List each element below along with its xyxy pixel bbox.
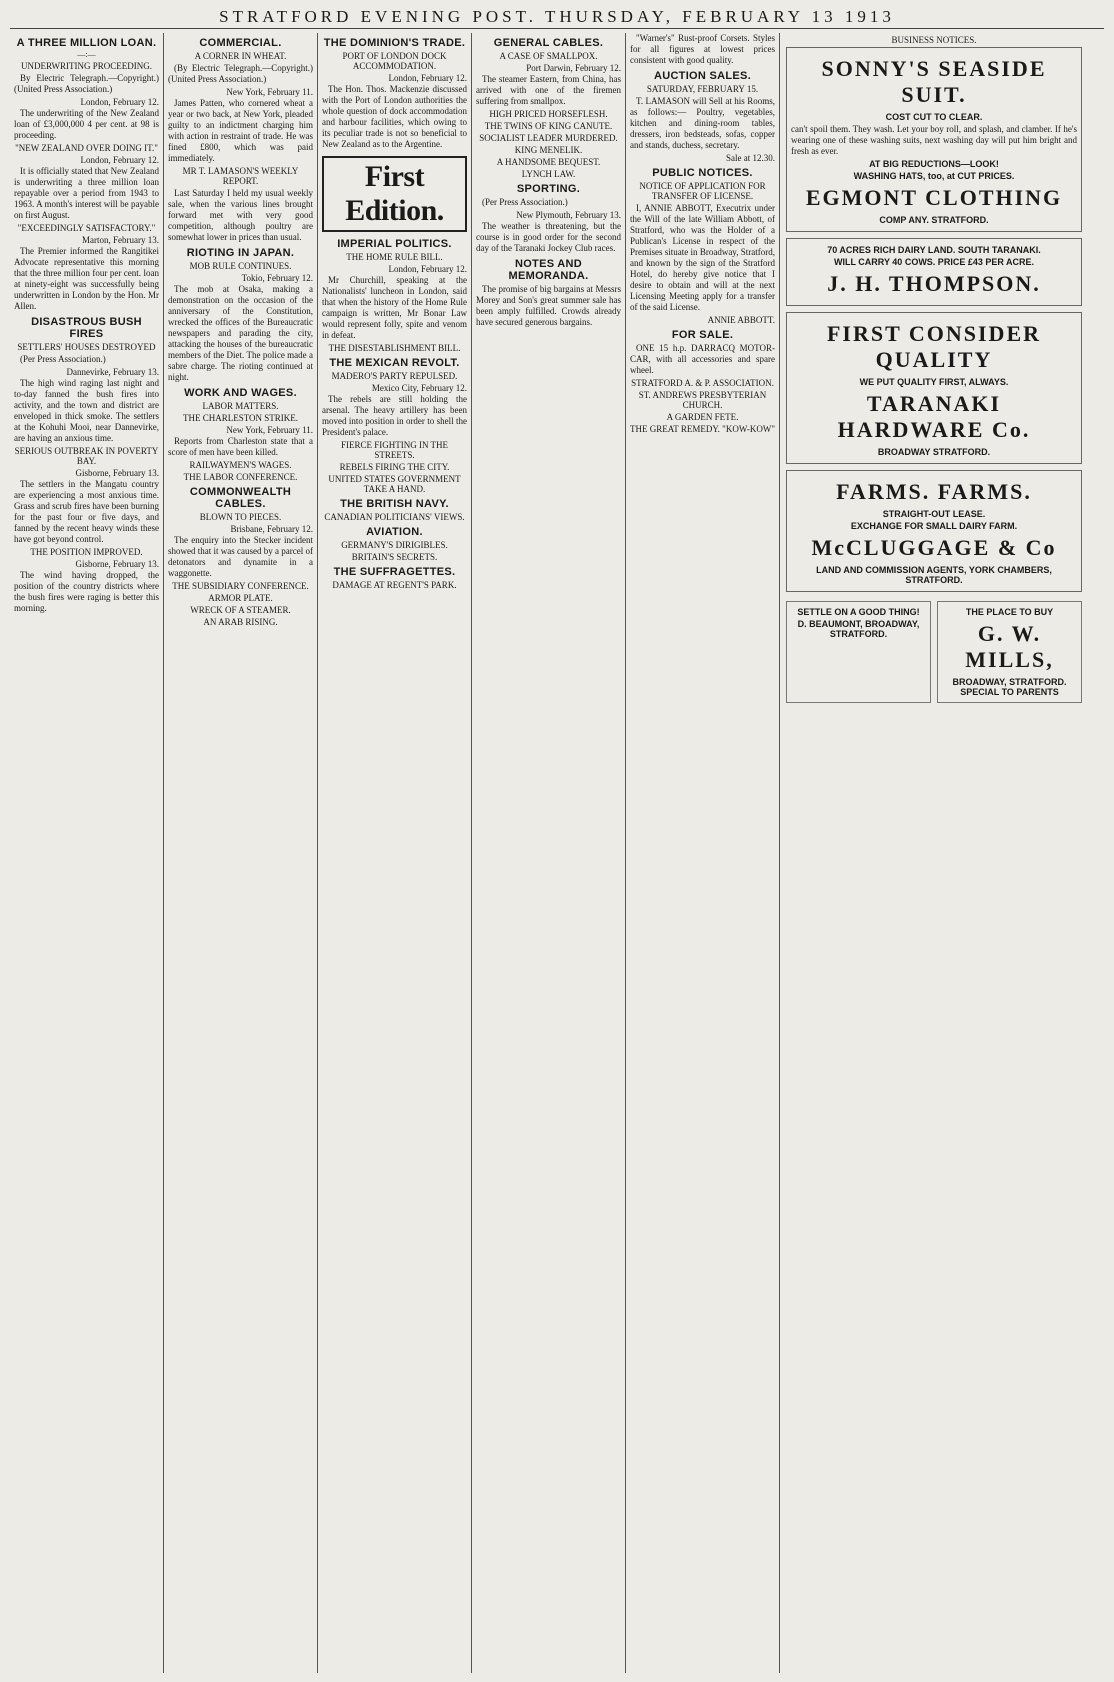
columns <box>10 33 1104 1673</box>
ad-mills: THE PLACE TO BUY G. W. MILLS, BROADWAY, STRATFORD. SPECIAL TO PARENTS <box>937 601 1082 703</box>
headline-loan: A THREE MILLION LOAN. <box>16 37 157 49</box>
column-2: COMMERCIAL. A CORNER IN WHEAT. (By Electric Telegraph.—Copyright.) (United Press Association.) New York, February 11. James Patten, who cornered wheat a year or two back, at New York, pleaded guilty to an indictment charging him with action in restraint of trade. He was fined £800, which was paid immediately. MR T. LAMASON'S WEEKLY REPORT. Last Saturday I held my usual weekly sale, when the various lines brought forward met with very good competition, although poultry are somewhat lower in prices than usual. RIOTING IN JAPAN. MOB RULE CONTINUES. Tokio, February 12. The mob at Osaka, making a demonstration on the occasion of the anniversary of the Constitution, wrecked the offices of the Bureaucratic newspapers and parading the city, attacking the houses of the bureaucratic members of the Diet. The police made a sabre charge. The rioting continued at night. WORK AND WAGES. LABOR MATTERS. THE CHARLESTON STRIKE. New York, February 11. Reports from Charleston state that a score of men have been killed. RAILWAYMEN'S WAGES. THE LABOR CONFERENCE. COMMONWEALTH CABLES. BLOWN TO PIECES. Brisbane, February 12. The enquiry into the Stecker incident showed that it was caused by a parcel of detonators and dynamite in a waggonette. THE SUBSIDIARY CONFERENCE. ARMOR PLATE. WRECK OF A STEAMER. AN ARAB RISING. <box>164 33 318 1673</box>
headline-general-cables: GENERAL CABLES. <box>493 37 604 49</box>
ad-farms: FARMS. FARMS. STRAIGHT-OUT LEASE. EXCHANGE FOR SMALL DAIRY FARM. McCLUGGAGE & Co LAND AND COMMISSION AGENTS, YORK CHAMBERS, STRATFORD. <box>786 470 1082 592</box>
headline-japan: RIOTING IN JAPAN. <box>186 247 295 259</box>
ad-dairy: 70 ACRES RICH DAIRY LAND. SOUTH TARANAKI. WILL CARRY 40 COWS. PRICE £43 PER ACRE. J. H. THOMPSON. <box>786 238 1082 306</box>
column-1: A THREE MILLION LOAN. —:— UNDERWRITING PROCEEDING. By Electric Telegraph.—Copyright.) (United Press Association.) London, February 12. The underwriting of the New Zealand loan of £3,000,000 4 per cent. at 98 is proceeding. "NEW ZEALAND OVER DOING IT." London, February 12. It is officially stated that New Zealand is underwriting a three million loan repayable over a period from 1943 to 1963. A month's interest will be payable on first August. "EXCEEDINGLY SATISFACTORY." Marton, February 13. The Premier informed the Rangitikei Advocate representative this morning that the three million four per cent. loan at ninety-eight was successfully being underwritten in London by the Hon. Mr Allen. DISASTROUS BUSH FIRES SETTLERS' HOUSES DESTROYED (Per Press Association.) Dannevirke, February 13. The high wind raging last night and to-day fanned the bush fires into activity, and the town and district are enveloped in thick smoke. The settlers at the Kohuhi Mooi, near Dannevirke, are having an anxious time. SERIOUS OUTBREAK IN POVERTY BAY. Gisborne, February 13. The settlers in the Mangatu country are experiencing a most anxious time. Grass and scrub fires have been burning for the past four or five days, and fanned by the recent heavy winds these have got beyond control. THE POSITION IMPROVED. Gisborne, February 13. The wind having dropped, the position of the country districts where the bush fires were raging is better this morning. <box>10 33 164 1673</box>
masthead: STRATFORD EVENING POST. THURSDAY, FEBRUARY 13 1913 <box>10 6 1104 29</box>
headline-work-wages: WORK AND WAGES. <box>184 387 297 399</box>
headline-commonwealth: COMMONWEALTH CABLES. <box>189 486 292 510</box>
headline-mexican: THE MEXICAN REVOLT. <box>329 357 460 369</box>
headline-bush-fires: DISASTROUS BUSH FIRES <box>31 316 142 340</box>
headline-aviation: AVIATION. <box>366 526 423 538</box>
headline-notes: NOTES AND MEMORANDA. <box>508 258 589 282</box>
column-4: GENERAL CABLES. A CASE OF SMALLPOX. Port Darwin, February 12. The steamer Eastern, from China, has arrived with one of the firemen suffering from smallpox. HIGH PRICED HORSEFLESH. THE TWINS OF KING CANUTE. SOCIALIST LEADER MURDERED. KING MENELIK. A HANDSOME BEQUEST. LYNCH LAW. SPORTING. (Per Press Association.) New Plymouth, February 13. The weather is threatening, but the course is in good order for the second day of the Taranaki Jockey Club races. NOTES AND MEMORANDA. The promise of big bargains at Messrs Morey and Son's great summer sale has been amply fulfilled. Crowds already have secured generous bargains. <box>472 33 626 1673</box>
ad-sonny: SONNY'S SEASIDE SUIT. COST CUT TO CLEAR. can't spoil them. They wash. Let your boy roll, and splash, and clamber. If he's wearing one of these washing suits, next washing day will put him bright and fresh as ever. AT BIG REDUCTIONS—LOOK! WASHING HATS, too, at CUT PRICES. EGMONT CLOTHING COMP ANY. STRATFORD. <box>786 47 1082 232</box>
headline-public-notices: PUBLIC NOTICES. <box>652 167 753 179</box>
headline-navy: THE BRITISH NAVY. <box>340 498 449 510</box>
headline-suffragettes: THE SUFFRAGETTES. <box>333 566 456 578</box>
ad-bottom-pair <box>786 598 1082 706</box>
column-advertisements: BUSINESS NOTICES. SONNY'S SEASIDE SUIT. COST CUT TO CLEAR. can't spoil them. They wash. Let your boy roll, and splash, and clamber. If he's wearing one of these washing suits, next washing day will put him bright and fresh as ever. AT BIG REDUCTIONS—LOOK! WASHING HATS, too, at CUT PRICES. EGMONT CLOTHING COMP ANY. STRATFORD. 70 ACRES RICH DAIRY LAND. SOUTH TARANAKI. WILL CARRY 40 COWS. PRICE £43 PER ACRE. J. H. THOMPSON. FIRST CONSIDER QUALITY WE PUT QUALITY FIRST, ALWAYS. TARANAKI HARDWARE Co. BROADWAY STRATFORD. FARMS. FARMS. STRAIGHT-OUT LEASE. EXCHANGE FOR SMALL DAIRY FARM. McCLUGGAGE & Co LAND AND COMMISSION AGENTS, YORK CHAMBERS, STRATFORD. SETTLE ON A GOOD THING! D. BEAUMONT, BROADWAY, STRATFORD. THE PLACE TO BUY G. W. MILLS, BROADWAY, STRATFORD. SPECIAL TO PARENTS <box>780 33 1088 1673</box>
ad-settle: SETTLE ON A GOOD THING! D. BEAUMONT, BROADWAY, STRATFORD. <box>786 601 931 703</box>
column-5: "Warner's" Rust-proof Corsets. Styles for all figures at lowest prices consistent with good quality. AUCTION SALES. SATURDAY, FEBRUARY 15. T. LAMASON will Sell at his Rooms, as follows:— Poultry, vegetables, kitchen and dining-room tables, dressers, iron bedsteads, sofas, copper and stands, duchess, secretary. Sale at 12.30. PUBLIC NOTICES. NOTICE OF APPLICATION FOR TRANSFER OF LICENSE. I, ANNIE ABBOTT, Executrix under the Will of the late William Abbott, of Stratford, who was the Holder of a Publican's License in respect of the Premises situate in Broadway, Stratford, and known by the sign of the Stratford Hotel, do hereby give notice that I desire to obtain and will at the next Licensing Meeting apply for a transfer of the said License. ANNIE ABBOTT. FOR SALE. ONE 15 h.p. DARRACQ MOTOR-CAR, with all accessories and spare wheel. STRATFORD A. & P. ASSOCIATION. ST. ANDREWS PRESBYTERIAN CHURCH. A GARDEN FETE. THE GREAT REMEDY. "KOW-KOW" <box>626 33 780 1673</box>
headline-imperial: IMPERIAL POLITICS. <box>337 238 452 250</box>
ad-hardware: FIRST CONSIDER QUALITY WE PUT QUALITY FIRST, ALWAYS. TARANAKI HARDWARE Co. BROADWAY STRATFORD. <box>786 312 1082 464</box>
headline-for-sale: FOR SALE. <box>671 329 734 341</box>
column-3: THE DOMINION'S TRADE. PORT OF LONDON DOCK ACCOMMODATION. London, February 12. The Hon. Thos. Mackenzie discussed with the Port of London authorities the whole question of dock accommodation and harbour facilities, which owing to its peculiar trade is not so beneficial to New Zealand as to the Argentine. First Edition. IMPERIAL POLITICS. THE HOME RULE BILL. London, February 12. Mr Churchill, speaking at the Nationalists' luncheon in London, said that when the history of the Home Rule campaign is written, Mr Bonar Law would represent folly, spite and venom in defeat. THE DISESTABLISHMENT BILL. THE MEXICAN REVOLT. MADERO'S PARTY REPULSED. Mexico City, February 12. The rebels are still holding the arsenal. The heavy artillery has been moved into position in order to shell the President's palace. FIERCE FIGHTING IN THE STREETS. REBELS FIRING THE CITY. UNITED STATES GOVERNMENT TAKE A HAND. THE BRITISH NAVY. CANADIAN POLITICIANS' VIEWS. AVIATION. GERMANY'S DIRIGIBLES. BRITAIN'S SECRETS. THE SUFFRAGETTES. DAMAGE AT REGENT'S PARK. <box>318 33 472 1673</box>
headline-commercial: COMMERCIAL. <box>199 37 282 49</box>
headline-auction: AUCTION SALES. <box>653 70 752 82</box>
headline-dominion-trade: THE DOMINION'S TRADE. <box>323 37 466 49</box>
first-edition-banner: First Edition. <box>322 156 467 232</box>
headline-sporting: SPORTING. <box>516 183 581 195</box>
